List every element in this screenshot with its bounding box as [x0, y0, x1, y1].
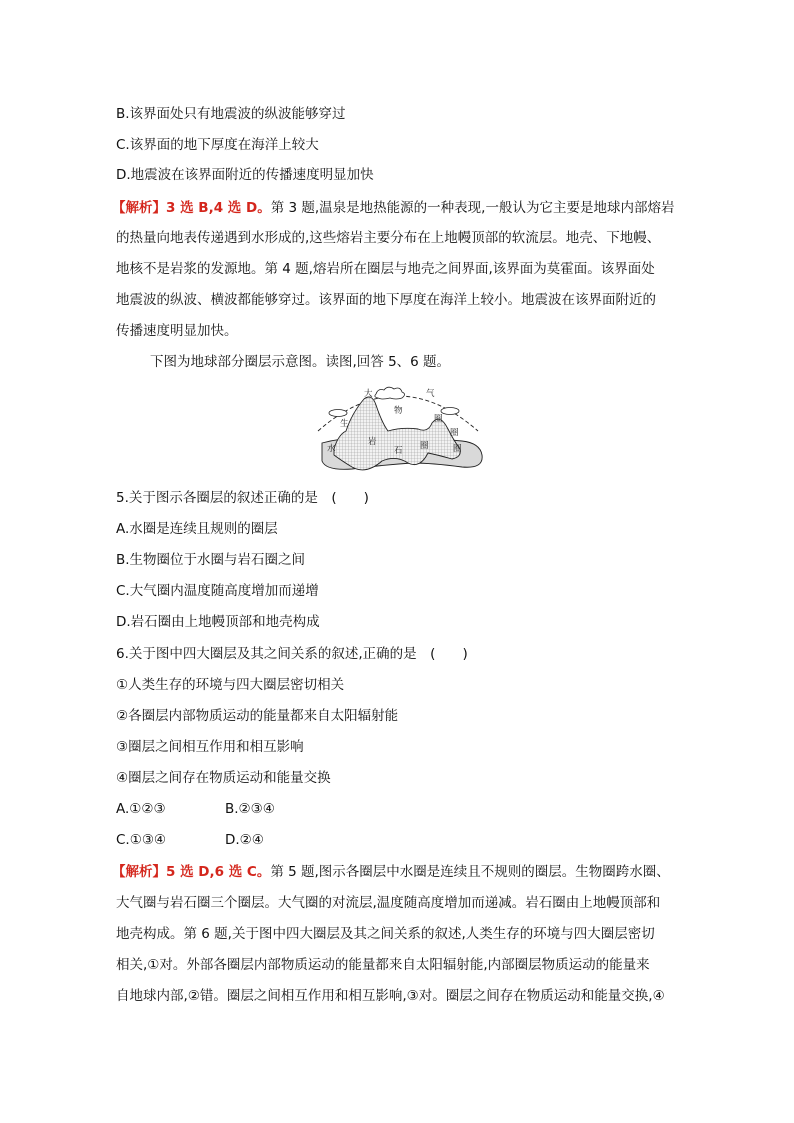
question-6-stem: 6.关于图中四大圈层及其之间关系的叙述,正确的是 ( )	[116, 646, 468, 662]
question-6-option-b: B.②③④	[225, 801, 275, 817]
analysis-paragraph-1-line-4: 地震波的纵波、横波都能够穿过。该界面的地下厚度在海洋上较小。地震波在该界面附近的	[116, 292, 656, 308]
option-c: C.该界面的地下厚度在海洋上较大	[116, 137, 319, 153]
label-quan-3: 圈	[420, 441, 429, 451]
label-da: 大	[364, 389, 373, 399]
question-5-option-d: D.岩石圈由上地幔顶部和地壳构成	[116, 614, 320, 630]
question-6-option-d: D.②④	[225, 832, 264, 848]
analysis-paragraph-2-line-5: 自地球内部,②错。圈层之间相互作用和相互影响,③对。圈层之间存在物质运动和能量交换,④	[116, 988, 665, 1004]
analysis-paragraph-2-line-2: 大气圈与岩石圈三个圈层。大气圈的对流层,温度随高度增加而递减。岩石圈由上地幔顶部和	[116, 895, 661, 911]
analysis-paragraph-1-line-2: 的热量向地表传递遇到水形成的,这些熔岩主要分布在上地幔顶部的软流层。地壳、下地幔、	[116, 230, 661, 246]
option-d: D.地震波在该界面附近的传播速度明显加快	[116, 167, 374, 183]
label-quan-2: 圈	[450, 428, 459, 438]
analysis-paragraph-2-line-1	[112, 862, 670, 882]
label-shi: 石	[394, 446, 403, 456]
figure-intro: 下图为地球部分圈层示意图。读图,回答 5、6 题。	[150, 354, 451, 370]
analysis-paragraph-1-line-1	[112, 198, 674, 218]
label-yan: 岩	[368, 437, 377, 447]
question-6-item-4: ④圈层之间存在物质运动和能量交换	[116, 770, 331, 786]
earth-spheres-diagram	[312, 383, 484, 475]
question-5-stem: 5.关于图示各圈层的叙述正确的是 ( )	[116, 490, 369, 506]
question-5-option-b: B.生物圈位于水圈与岩石圈之间	[116, 552, 306, 568]
question-5-option-c: C.大气圈内温度随高度增加而递增	[116, 583, 319, 599]
cloud-icon	[375, 387, 405, 399]
analysis-text: 第 3 题,温泉是地热能源的一种表现,一般认为它主要是地球内部熔岩	[270, 200, 675, 216]
analysis-paragraph-1-line-5: 传播速度明显加快。	[116, 323, 238, 339]
question-6-item-3: ③圈层之间相互作用和相互影响	[116, 739, 304, 755]
analysis-paragraph-1-line-3: 地核不是岩浆的发源地。第 4 题,熔岩所在圈层与地壳之间界面,该界面为莫霍面。该界面处	[116, 261, 655, 277]
question-6-option-c: C.①③④	[116, 832, 167, 848]
label-qi: 气	[426, 389, 435, 399]
analysis-tag: 【解析】5 选 D,6 选 C。	[112, 864, 271, 880]
analysis-tag: 【解析】3 选 B,4 选 D。	[112, 200, 271, 216]
question-6-option-a: A.①②③	[116, 801, 166, 817]
option-b: B.该界面处只有地震波的纵波能够穿过	[116, 106, 346, 122]
label-shui: 水	[327, 444, 336, 454]
question-5-option-a: A.水圈是连续且规则的圈层	[116, 521, 278, 537]
cloud-icon	[329, 410, 347, 417]
analysis-paragraph-2-line-4: 相关,①对。外部各圈层内部物质运动的能量都来自太阳辐射能,内部圈层物质运动的能量来	[116, 957, 650, 973]
label-quan-4: 圈	[453, 444, 462, 454]
label-wu: 物	[394, 406, 403, 416]
analysis-paragraph-2-line-3: 地壳构成。第 6 题,关于图中四大圈层及其之间关系的叙述,人类生存的环境与四大圈层密切	[116, 926, 655, 942]
label-quan-1: 圈	[434, 414, 443, 424]
question-6-item-2: ②各圈层内部物质运动的能量都来自太阳辐射能	[116, 708, 399, 724]
analysis-text: 第 5 题,图示各圈层中水圈是连续且不规则的圈层。生物圈跨水圈、	[270, 864, 670, 880]
label-sheng: 生	[340, 419, 349, 429]
question-6-item-1: ①人类生存的环境与四大圈层密切相关	[116, 677, 345, 693]
cloud-icon	[441, 408, 459, 415]
